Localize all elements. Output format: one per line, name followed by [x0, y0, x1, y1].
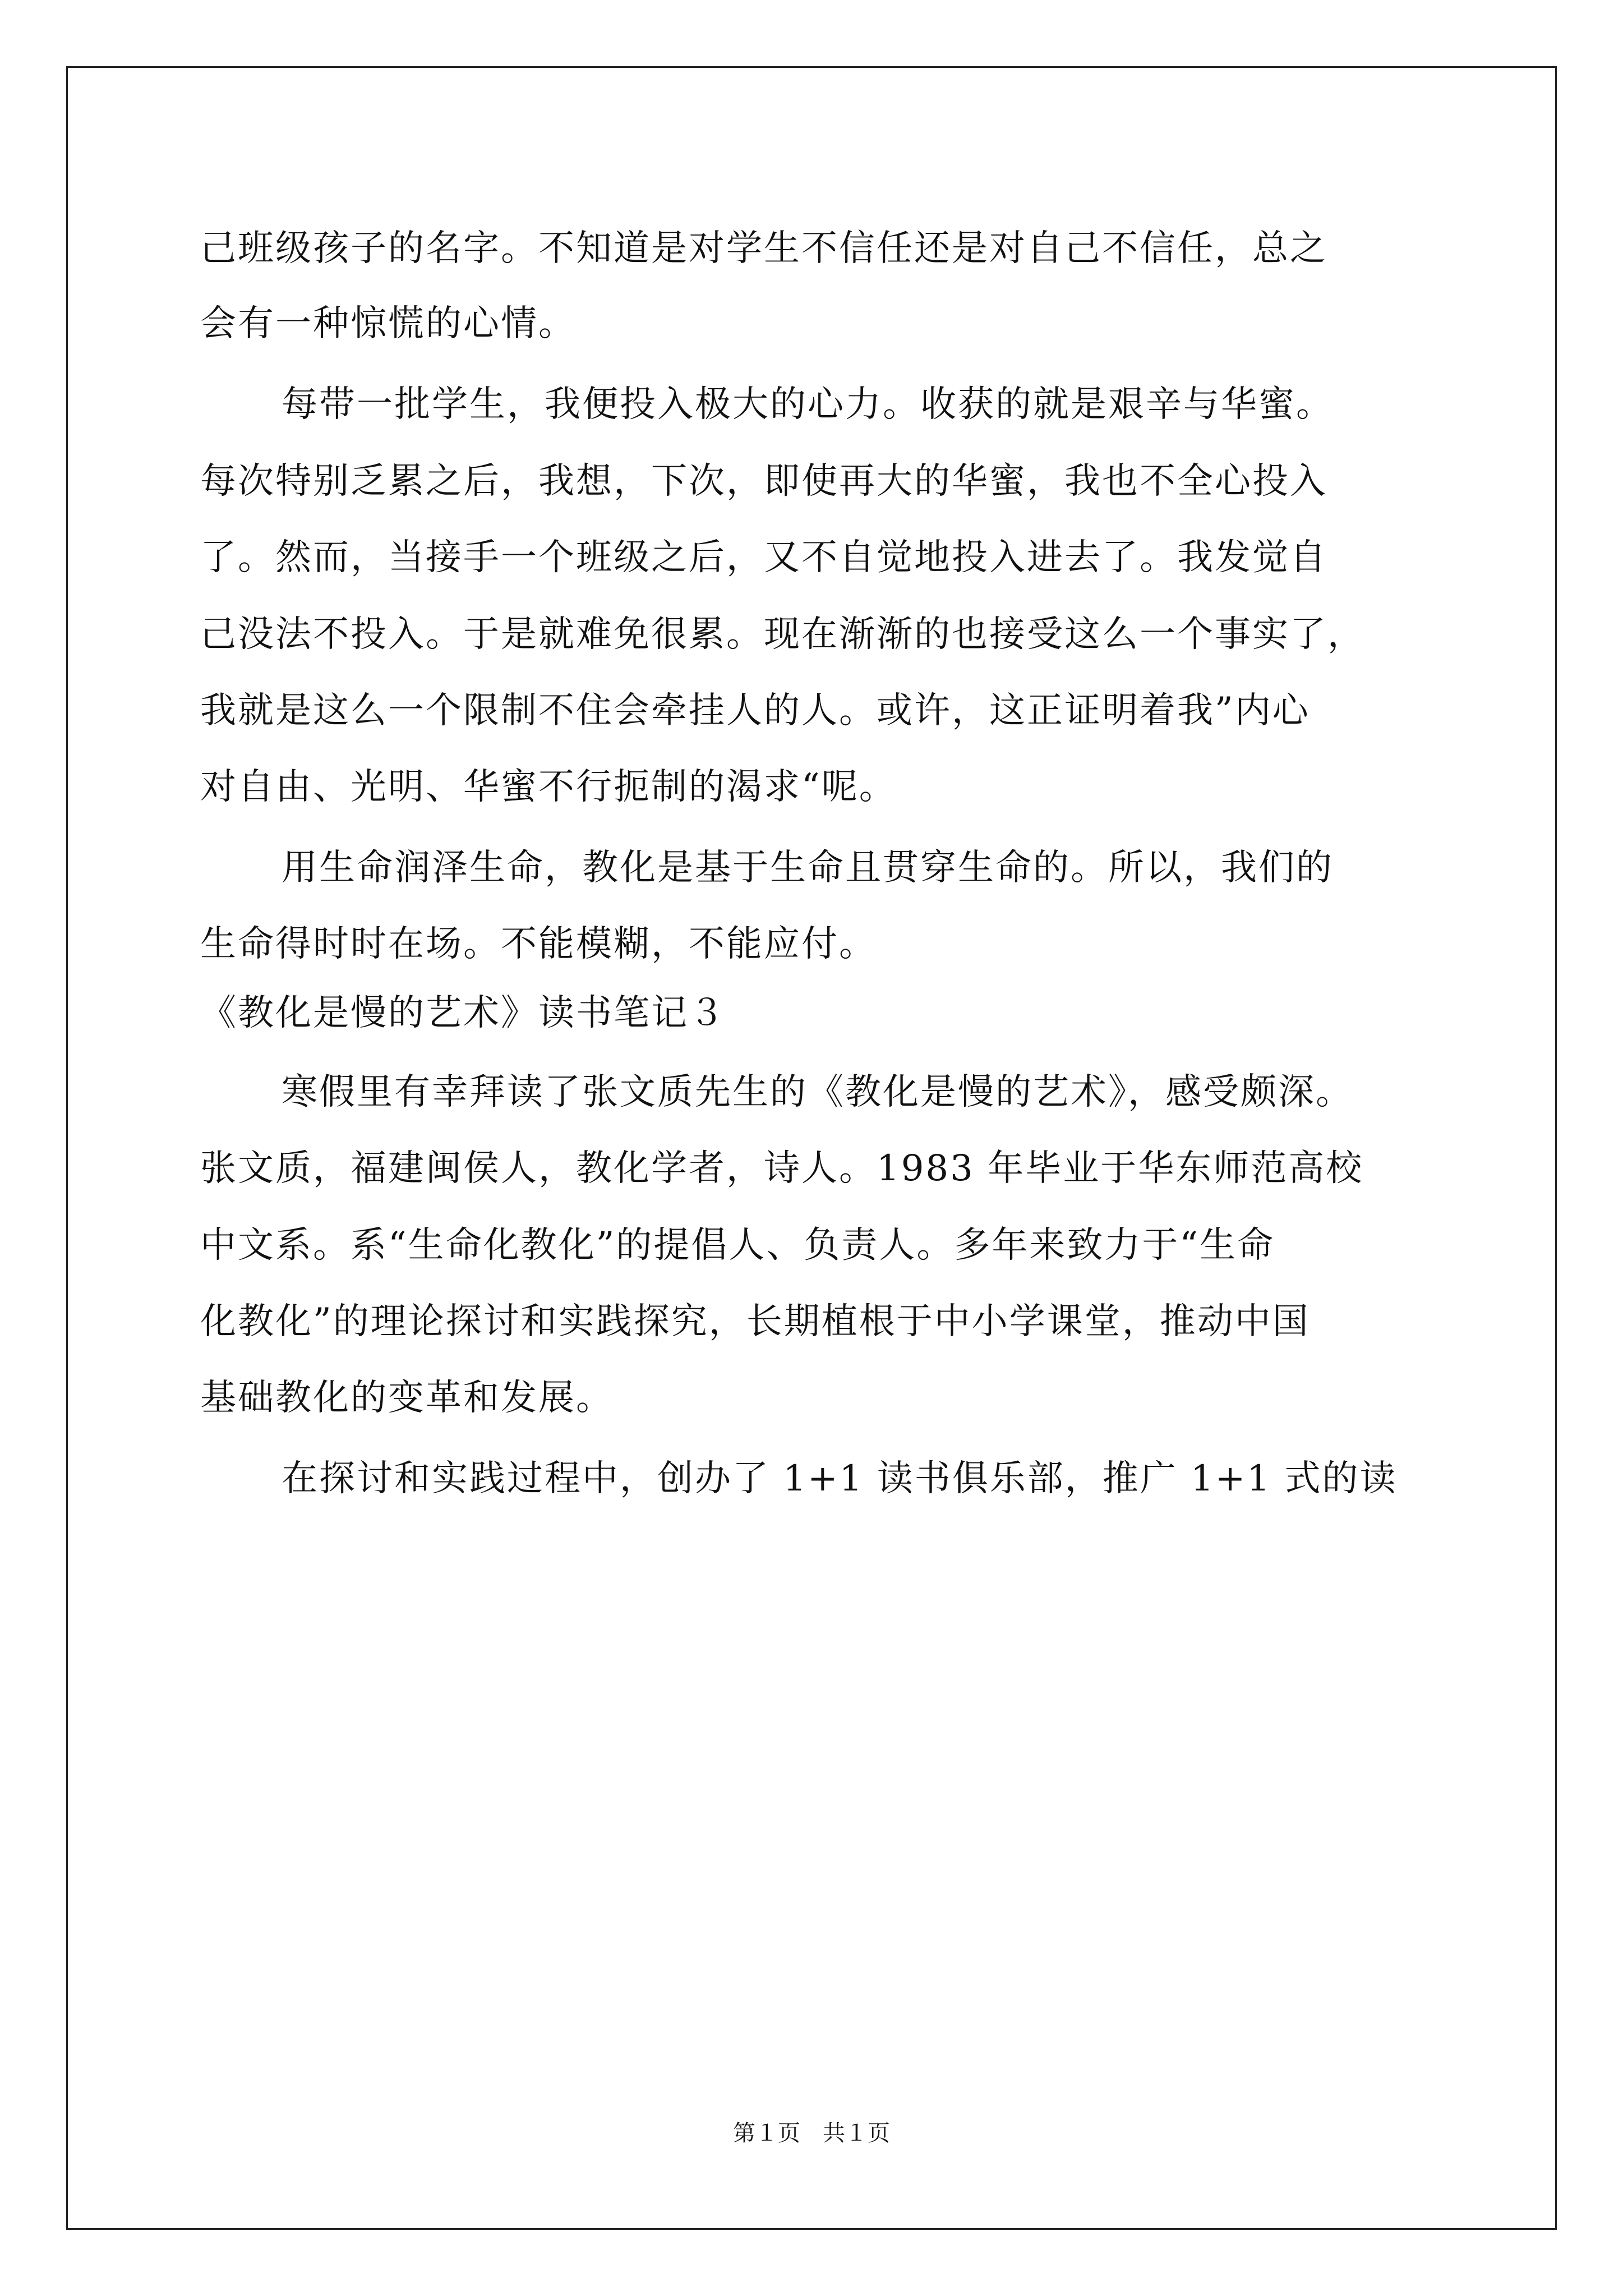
paragraph-line: 化教化”的理论探讨和实践探究，长期植根于中小学课堂，推动中国	[200, 1301, 1310, 1342]
paragraph-line: 对自由、光明、华蜜不行扼制的渴求“呢。	[200, 766, 897, 808]
paragraph-line: 己没法不投入。于是就难免很累。现在渐渐的也接受这么一个事实了，	[200, 614, 1365, 655]
paragraph-line: 基础教化的变革和发展。	[200, 1377, 614, 1419]
paragraph-line: 在探讨和实践过程中，创办了 1+1 读书俱乐部，推广 1+1 式的读	[282, 1458, 1398, 1499]
page-number: 第１页 共１页	[733, 2120, 890, 2146]
paragraph-line: 生命得时时在场。不能模糊，不能应付。	[200, 923, 877, 965]
paragraph-line: 每次特别乏累之后，我想，下次，即使再大的华蜜，我也不全心投入	[200, 461, 1327, 502]
paragraph-line: 己班级孩子的名字。不知道是对学生不信任还是对自己不信任，总之	[200, 228, 1327, 269]
paragraph-line: 每带一批学生，我便投入极大的心力。收获的就是艰辛与华蜜。	[282, 384, 1334, 425]
paragraph-line: 中文系。系“生命化教化”的提倡人、负责人。多年来致力于“生命	[200, 1225, 1275, 1266]
paragraph-line: 寒假里有幸拜读了张文质先生的《教化是慢的艺术》，感受颇深。	[282, 1071, 1353, 1113]
paragraph-line: 张文质，福建闽侯人，教化学者，诗人。1983 年毕业于华东师范高校	[200, 1148, 1364, 1189]
section-heading: 《教化是慢的艺术》读书笔记３	[200, 992, 726, 1034]
paragraph-line: 了。然而，当接手一个班级之后，又不自觉地投入进去了。我发觉自	[200, 537, 1327, 578]
paragraph-line: 用生命润泽生命，教化是基于生命且贯穿生命的。所以，我们的	[282, 847, 1334, 889]
paragraph-line: 我就是这么一个限制不住会牵挂人的人。或许，这正证明着我”内心	[200, 690, 1310, 731]
paragraph-line: 会有一种惊慌的心情。	[200, 303, 576, 344]
